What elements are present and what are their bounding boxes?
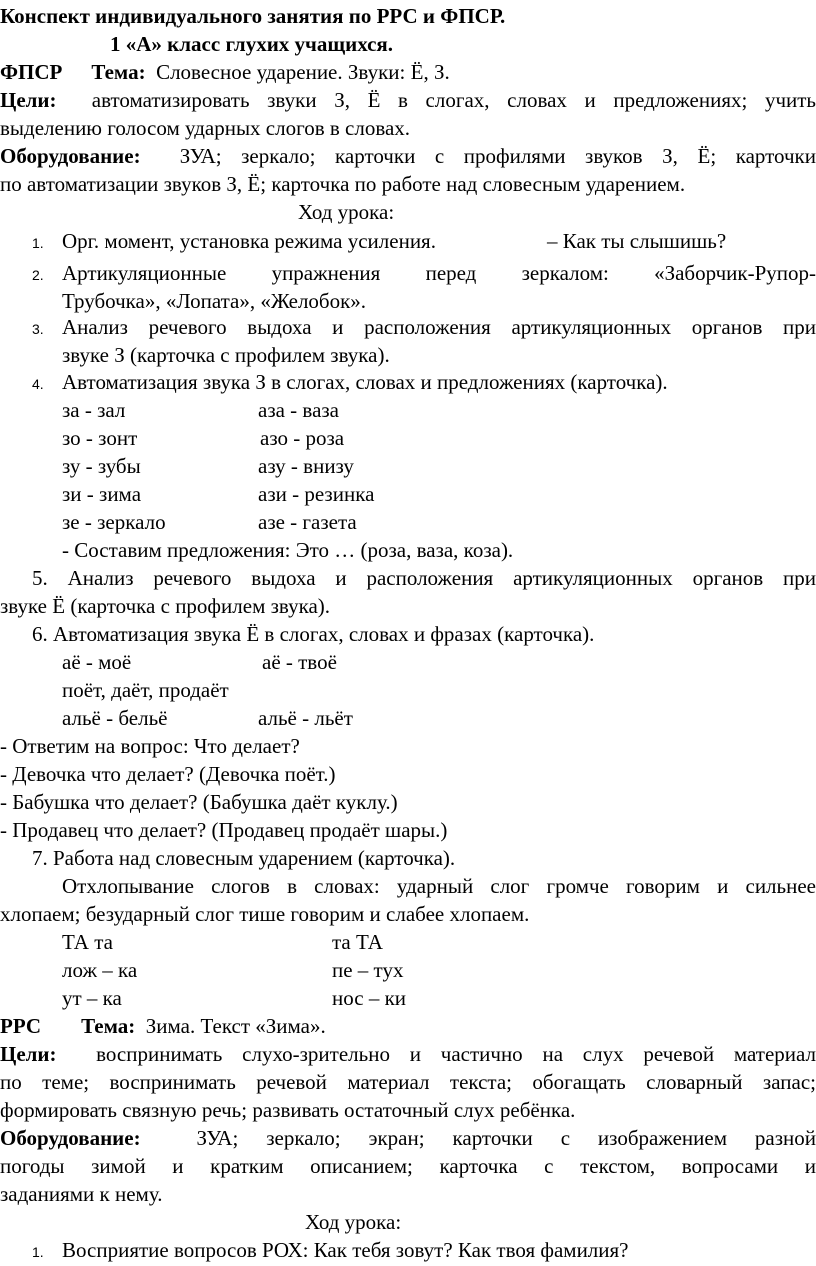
fpsr-step-2-cont: Трубочка», «Лопата», «Желобок».: [62, 289, 367, 313]
fpsr-equipment-line-1: Оборудование: ЗУА; зеркало; карточки с профилями звуков З, Ё; карточки: [0, 144, 816, 168]
yo-line-left: поёт, даёт, продаёт: [62, 678, 229, 702]
stress-pair-left: лож – ка: [62, 958, 138, 982]
fpsr-theme-label: Тема:: [91, 60, 146, 84]
stress-pair-right: нос – ки: [332, 986, 407, 1010]
fpsr-lesson-heading: Ход урока:: [298, 200, 395, 224]
clap-instruction-cont: хлопаем; безударный слог тише говорим и слабее хлопаем.: [0, 902, 530, 926]
stress-pair-right: та ТА: [332, 930, 383, 954]
stress-pair-left: ТА та: [62, 930, 113, 954]
document-page: Конспект индивидуального занятия по РРС и ФПСР. 1 «А» класс глухих учащихся. ФПСР Тема: Словесное ударение. Звуки: Ё, З. Цели: автоматизировать звуки З, Ё в слогах, словах и предложениях; учить выделению голосом ударных слогов в словах. Оборудование: ЗУА; зеркало; карточки с профилями звуков З, Ё; карточки по автоматизации звуков З, Ё; карточка по работе над словесным ударением. Ход урока: 1. Орг. момент, установка режима усиления. – Как ты слышишь? 2. Артикуляционные упражнения перед зеркалом: «Заборчик-Рупор- Трубочка», «Лопата», «Желобок». 3. Анализ речевого выдоха и расположения артикуляционных органов при звуке З (карточка с профилем звука). 4. Автоматизация звука З в слогах, словах и предложениях (карточка). за - зал аза - ваза зо - зонт азо - роза зу - зубы азу - внизу зи - зима ази - резинка зе - зеркало азе - газета - Составим предложения: Это … (роза, ваза, коза). 5. Анализ речевого выдоха и расположения артикуляционных органов при звуке Ё (карточка с профилем звука). 6. Автоматизация звука Ё в слогах, словах и фразах (карточка). аё - моё аё - твоё поёт, даёт, продаёт альё - бельё альё - льёт - Ответим на вопрос: Что делает? - Девочка что делает? (Девочка поёт.) - Бабушка что делает? (Бабушка даёт куклу.) - Продавец что делает? (Продавец продаёт шары.) 7. Работа над словесным ударением (карточка). Отхлопывание слогов в словах: ударный слог громче говорим и сильнее хлопаем; безударный слог тише говорим и слабее хлопаем. ТА та та ТА лож – ка пе – тух ут – ка нос – ки РРС Тема: Зима. Текст «Зима». Цели: воспринимать слухо-зрительно и частично на слух речевой материал по теме; воспринимать речевой материал текста; обогащать словарный запас; формировать связную речь; развивать остаточный слух ребёнка. Оборудование: ЗУА; зеркало; экран; карточки с изображением разной погоды зимой и кратким описанием; карточка с текстом, вопросами и заданиями к нему. Ход урока: 1. Восприятие вопросов РОХ: Как тебя зовут? Как твоя фамилия?: [0, 4, 816, 1262]
fpsr-theme-line: [0, 58, 450, 86]
question-line: - Девочка что делает? (Девочка поёт.): [0, 762, 336, 786]
rrs-equipment-line-1: Оборудование: ЗУА; зеркало; экран; карточки с изображением разной: [0, 1126, 816, 1150]
z-pair-right: азо - роза: [260, 426, 345, 450]
fpsr-step-7: 7. Работа над словесным ударением (карточка).: [32, 846, 456, 870]
fpsr-section-label: ФПСР: [0, 60, 63, 84]
fpsr-step-6: 6. Автоматизация звука Ё в слогах, словах и фразах (карточка).: [32, 622, 595, 646]
z-pair-left: зе - зеркало: [62, 510, 166, 534]
yo-line-left: аё - моё: [62, 650, 132, 674]
fpsr-step-5: 5. Анализ речевого выдоха и расположения артикуляционных органов при: [32, 566, 816, 590]
rrs-equipment-line-3: заданиями к нему.: [0, 1182, 163, 1206]
fpsr-theme: Словесное ударение. Звуки: Ё, З.: [156, 60, 450, 84]
fpsr-goals-line-1: Цели: автоматизировать звуки З, Ё в слогах, словах и предложениях; учить: [0, 88, 816, 112]
fpsr-goals-line-2: выделению голосом ударных слогов в словах.: [0, 116, 411, 140]
z-pair-left: зу - зубы: [62, 454, 141, 478]
fpsr-equipment-line-2: по автоматизации звуков З, Ё; карточка по работе над словесным ударением.: [0, 172, 686, 196]
z-pair-right: азу - внизу: [258, 454, 354, 478]
rrs-theme: Зима. Текст «Зима».: [145, 1014, 326, 1038]
z-sentence-task: - Составим предложения: Это … (роза, ваза, коза).: [62, 538, 514, 562]
yo-line-left: альё - бельё: [62, 706, 168, 730]
stress-pair-left: ут – ка: [62, 986, 122, 1010]
clap-instruction: Отхлопывание слогов в словах: ударный слог громче говорим и сильнее: [62, 874, 816, 898]
z-pair-left: зо - зонт: [62, 426, 138, 450]
z-pair-left: зи - зима: [62, 482, 142, 506]
z-pair-right: азе - газета: [258, 510, 357, 534]
z-pair-left: за - зал: [62, 398, 126, 422]
fpsr-step-5-cont: звуке Ё (карточка с профилем звука).: [0, 594, 331, 618]
rrs-theme-label: Тема:: [81, 1014, 136, 1038]
yo-line-right: аё - твоё: [262, 650, 337, 674]
rrs-equipment-line-2: погоды зимой и кратким описанием; карточка с текстом, вопросами и: [0, 1154, 816, 1178]
rrs-goals-line-3: формировать связную речь; развивать остаточный слух ребёнка.: [0, 1098, 576, 1122]
question-line: - Продавец что делает? (Продавец продаёт шары.): [0, 818, 448, 842]
document-subtitle: 1 «А» класс глухих учащихся.: [110, 32, 394, 56]
fpsr-step-3-cont: звуке З (карточка с профилем звука).: [62, 343, 390, 367]
z-pair-right: аза - ваза: [258, 398, 340, 422]
rrs-theme-line: [0, 1012, 326, 1040]
z-pair-right: ази - резинка: [258, 482, 375, 506]
question-line: - Бабушка что делает? (Бабушка даёт куклу.): [0, 790, 398, 814]
rrs-lesson-heading: Ход урока:: [305, 1210, 402, 1234]
rrs-goals-line-2: по теме; воспринимать речевой материал текста; обогащать словарный запас;: [0, 1070, 816, 1094]
stress-pair-right: пе – тух: [332, 958, 404, 982]
rrs-section-label: РРС: [0, 1014, 42, 1038]
document-title: Конспект индивидуального занятия по РРС и ФПСР.: [0, 4, 506, 28]
rrs-goals-line-1: Цели: воспринимать слухо-зрительно и частично на слух речевой материал: [0, 1042, 816, 1066]
question-line: - Ответим на вопрос: Что делает?: [0, 734, 300, 758]
yo-line-right: альё - льёт: [258, 706, 353, 730]
